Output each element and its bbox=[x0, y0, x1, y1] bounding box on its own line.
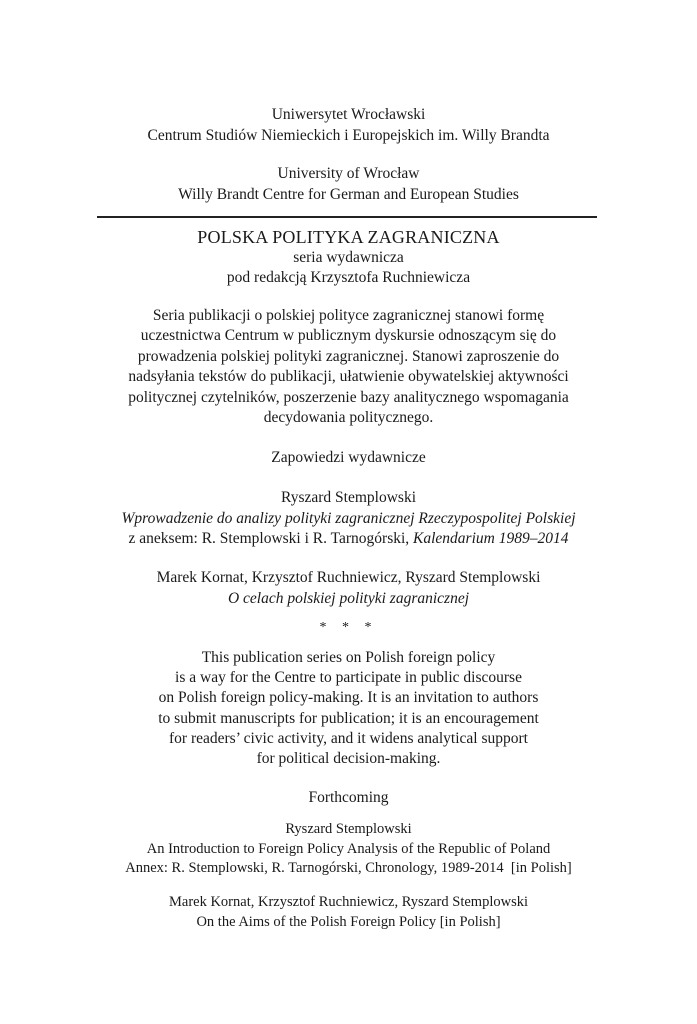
series-editor: pod redakcją Krzysztofa Ruchniewicza bbox=[226, 269, 471, 286]
university-name-pl: Uniwersytet Wrocławski bbox=[271, 106, 426, 123]
series-subtitle-block bbox=[0, 248, 697, 288]
university-header-en bbox=[0, 163, 697, 205]
series-subtitle: seria wydawnicza bbox=[293, 249, 404, 266]
book-annex-title: Kalendarium 1989–2014 bbox=[413, 530, 569, 547]
book-authors: Marek Kornat, Krzysztof Ruchniewicz, Ryszard Stemplowski bbox=[168, 894, 528, 910]
forthcoming-book-en-1 bbox=[0, 820, 697, 879]
book-author: Ryszard Stemplowski bbox=[285, 821, 412, 837]
centre-name-pl: Centrum Studiów Niemieckich i Europejskich im. Willy Brandta bbox=[147, 127, 550, 144]
forthcoming-heading-pl: Zapowiedzi wydawnicze bbox=[271, 449, 426, 466]
book-title: An Introduction to Foreign Policy Analysis of the Republic of Poland bbox=[146, 840, 551, 857]
book-title: Wprowadzenie do analizy polityki zagranicznej Rzeczypospolitej Polskiej bbox=[121, 509, 576, 527]
horizontal-rule bbox=[97, 216, 597, 218]
description-en bbox=[0, 648, 697, 769]
description-pl-line: decydowania politycznego. bbox=[263, 409, 434, 427]
book-annex-prefix: z aneksem: R. Stemplowski i R. Tarnogórski, bbox=[128, 530, 414, 547]
separator-asterisks: * * * bbox=[319, 620, 378, 635]
book-annex bbox=[0, 529, 697, 550]
university-name-en: University of Wrocław bbox=[277, 165, 420, 182]
forthcoming-book-en-2 bbox=[0, 893, 697, 932]
series-title: POLSKA POLITYKA ZAGRANICZNA bbox=[197, 227, 500, 247]
forthcoming-book-pl-2 bbox=[0, 568, 697, 609]
description-en-line: on Polish foreign policy-making. It is an invitation to authors bbox=[158, 689, 539, 707]
description-pl-line: Seria publikacji o polskiej polityce zagranicznej stanowi formę bbox=[152, 307, 545, 324]
forthcoming-book-pl-1 bbox=[0, 488, 697, 550]
book-author: Ryszard Stemplowski bbox=[281, 489, 416, 506]
description-en-line: for readers’ civic activity, and it widens analytical support bbox=[169, 729, 528, 747]
book-title: O celach polskiej polityki zagranicznej bbox=[227, 589, 470, 607]
description-en-line: is a way for the Centre to participate in public discourse bbox=[175, 669, 522, 687]
description-pl-line: politycznej czytelników, poszerzenie bazy analitycznego wspomagania bbox=[128, 388, 569, 406]
book-title: On the Aims of the Polish Foreign Policy [in Polish] bbox=[196, 913, 501, 930]
description-en-line: for political decision-making. bbox=[256, 750, 441, 768]
book-annex: Annex: R. Stemplowski, R. Tarnogórski, Chronology, 1989-2014 [in Polish] bbox=[125, 860, 572, 877]
description-pl-line: prowadzenia polskiej polityki zagranicznej. Stanowi zaproszenie do bbox=[137, 347, 560, 365]
description-pl-line: uczestnictwa Centrum w publicznym dyskursie odnoszącym się do bbox=[140, 327, 557, 345]
forthcoming-heading-en: Forthcoming bbox=[308, 789, 389, 806]
description-en-line: to submit manuscripts for publication; it is an encouragement bbox=[158, 709, 539, 727]
description-pl-line: nadsyłania tekstów do publikacji, ułatwienie obywatelskiej aktywności bbox=[128, 368, 569, 386]
university-header-pl bbox=[0, 104, 697, 146]
centre-name-en: Willy Brandt Centre for German and European Studies bbox=[178, 186, 519, 203]
description-en-line: This publication series on Polish foreign policy bbox=[201, 649, 496, 666]
book-authors: Marek Kornat, Krzysztof Ruchniewicz, Ryszard Stemplowski bbox=[156, 569, 541, 586]
description-pl bbox=[0, 306, 697, 428]
